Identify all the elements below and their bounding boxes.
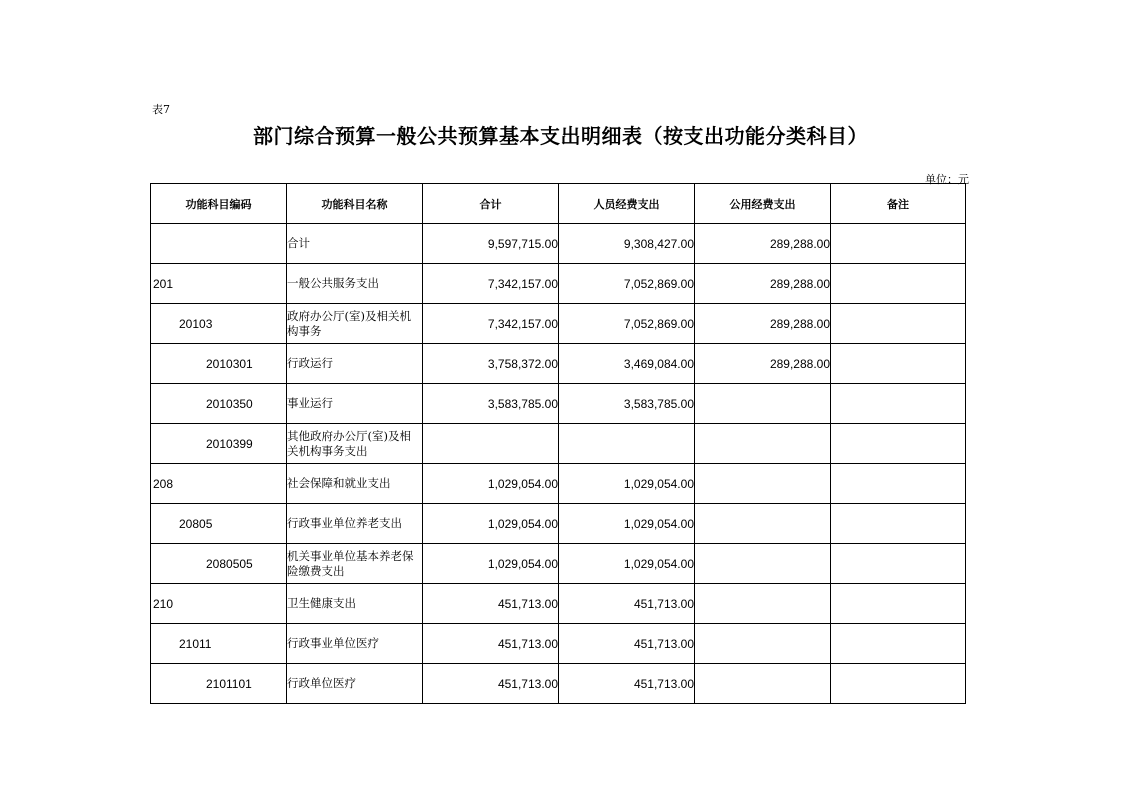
unit-label: 单位：元 [925,173,969,186]
cell-total: 3,758,372.00 [423,344,559,384]
cell-public: 289,288.00 [695,264,831,304]
cell-note [831,584,966,624]
cell-public: 289,288.00 [695,224,831,264]
cell-code: 208 [151,464,287,504]
cell-total: 451,713.00 [423,664,559,704]
header-name: 功能科目名称 [287,184,423,224]
cell-personnel: 7,052,869.00 [559,264,695,304]
header-code: 功能科目编码 [151,184,287,224]
cell-personnel: 1,029,054.00 [559,464,695,504]
cell-personnel: 451,713.00 [559,584,695,624]
cell-total: 9,597,715.00 [423,224,559,264]
cell-public: 289,288.00 [695,344,831,384]
cell-public [695,584,831,624]
cell-total: 3,583,785.00 [423,384,559,424]
cell-personnel: 1,029,054.00 [559,544,695,584]
cell-personnel: 9,308,427.00 [559,224,695,264]
cell-note [831,304,966,344]
cell-note [831,664,966,704]
cell-public [695,464,831,504]
table-row [151,504,966,544]
cell-public: 289,288.00 [695,304,831,344]
cell-total: 7,342,157.00 [423,304,559,344]
header-note: 备注 [831,184,966,224]
cell-note [831,264,966,304]
table-row [151,624,966,664]
cell-code: 20103 [151,304,287,344]
cell-name: 行政运行 [287,344,423,384]
cell-name: 机关事业单位基本养老保险缴费支出 [287,544,423,584]
cell-personnel: 3,469,084.00 [559,344,695,384]
cell-name: 其他政府办公厅(室)及相关机构事务支出 [287,424,423,464]
cell-total: 451,713.00 [423,584,559,624]
table-row [151,544,966,584]
header-personnel: 人员经费支出 [559,184,695,224]
cell-name: 行政事业单位医疗 [287,624,423,664]
header-public: 公用经费支出 [695,184,831,224]
cell-name: 一般公共服务支出 [287,264,423,304]
cell-code: 2080505 [151,544,287,584]
cell-name: 行政事业单位养老支出 [287,504,423,544]
cell-code [151,224,287,264]
cell-note [831,624,966,664]
cell-note [831,344,966,384]
cell-note [831,544,966,584]
cell-code: 2010350 [151,384,287,424]
table-number-label: 表7 [152,103,170,116]
header-total: 合计 [423,184,559,224]
cell-total: 7,342,157.00 [423,264,559,304]
cell-code: 20805 [151,504,287,544]
cell-total: 451,713.00 [423,624,559,664]
cell-public [695,424,831,464]
cell-code: 201 [151,264,287,304]
table-row [151,304,966,344]
table-row [151,344,966,384]
cell-name: 社会保障和就业支出 [287,464,423,504]
cell-note [831,424,966,464]
cell-name: 行政单位医疗 [287,664,423,704]
cell-total [423,424,559,464]
cell-name: 卫生健康支出 [287,584,423,624]
cell-public [695,624,831,664]
table-row [151,384,966,424]
table-body [151,224,966,704]
table-row [151,224,966,264]
cell-total: 1,029,054.00 [423,504,559,544]
table-row [151,584,966,624]
cell-code: 210 [151,584,287,624]
cell-public [695,664,831,704]
cell-name: 合计 [287,224,423,264]
cell-name: 政府办公厅(室)及相关机构事务 [287,304,423,344]
budget-detail-table [150,183,966,704]
cell-personnel [559,424,695,464]
cell-code: 2010301 [151,344,287,384]
header-row [151,184,966,224]
cell-code: 2101101 [151,664,287,704]
cell-personnel: 451,713.00 [559,624,695,664]
cell-total: 1,029,054.00 [423,464,559,504]
table-row [151,264,966,304]
cell-note [831,224,966,264]
cell-personnel: 1,029,054.00 [559,504,695,544]
cell-public [695,544,831,584]
cell-total: 1,029,054.00 [423,544,559,584]
table-row [151,464,966,504]
cell-note [831,464,966,504]
cell-note [831,384,966,424]
cell-note [831,504,966,544]
cell-public [695,504,831,544]
cell-personnel: 451,713.00 [559,664,695,704]
cell-personnel: 7,052,869.00 [559,304,695,344]
cell-personnel: 3,583,785.00 [559,384,695,424]
cell-code: 21011 [151,624,287,664]
table-row [151,664,966,704]
cell-code: 2010399 [151,424,287,464]
table-row [151,424,966,464]
page-title: 部门综合预算一般公共预算基本支出明细表（按支出功能分类科目） [253,124,868,148]
cell-public [695,384,831,424]
cell-name: 事业运行 [287,384,423,424]
